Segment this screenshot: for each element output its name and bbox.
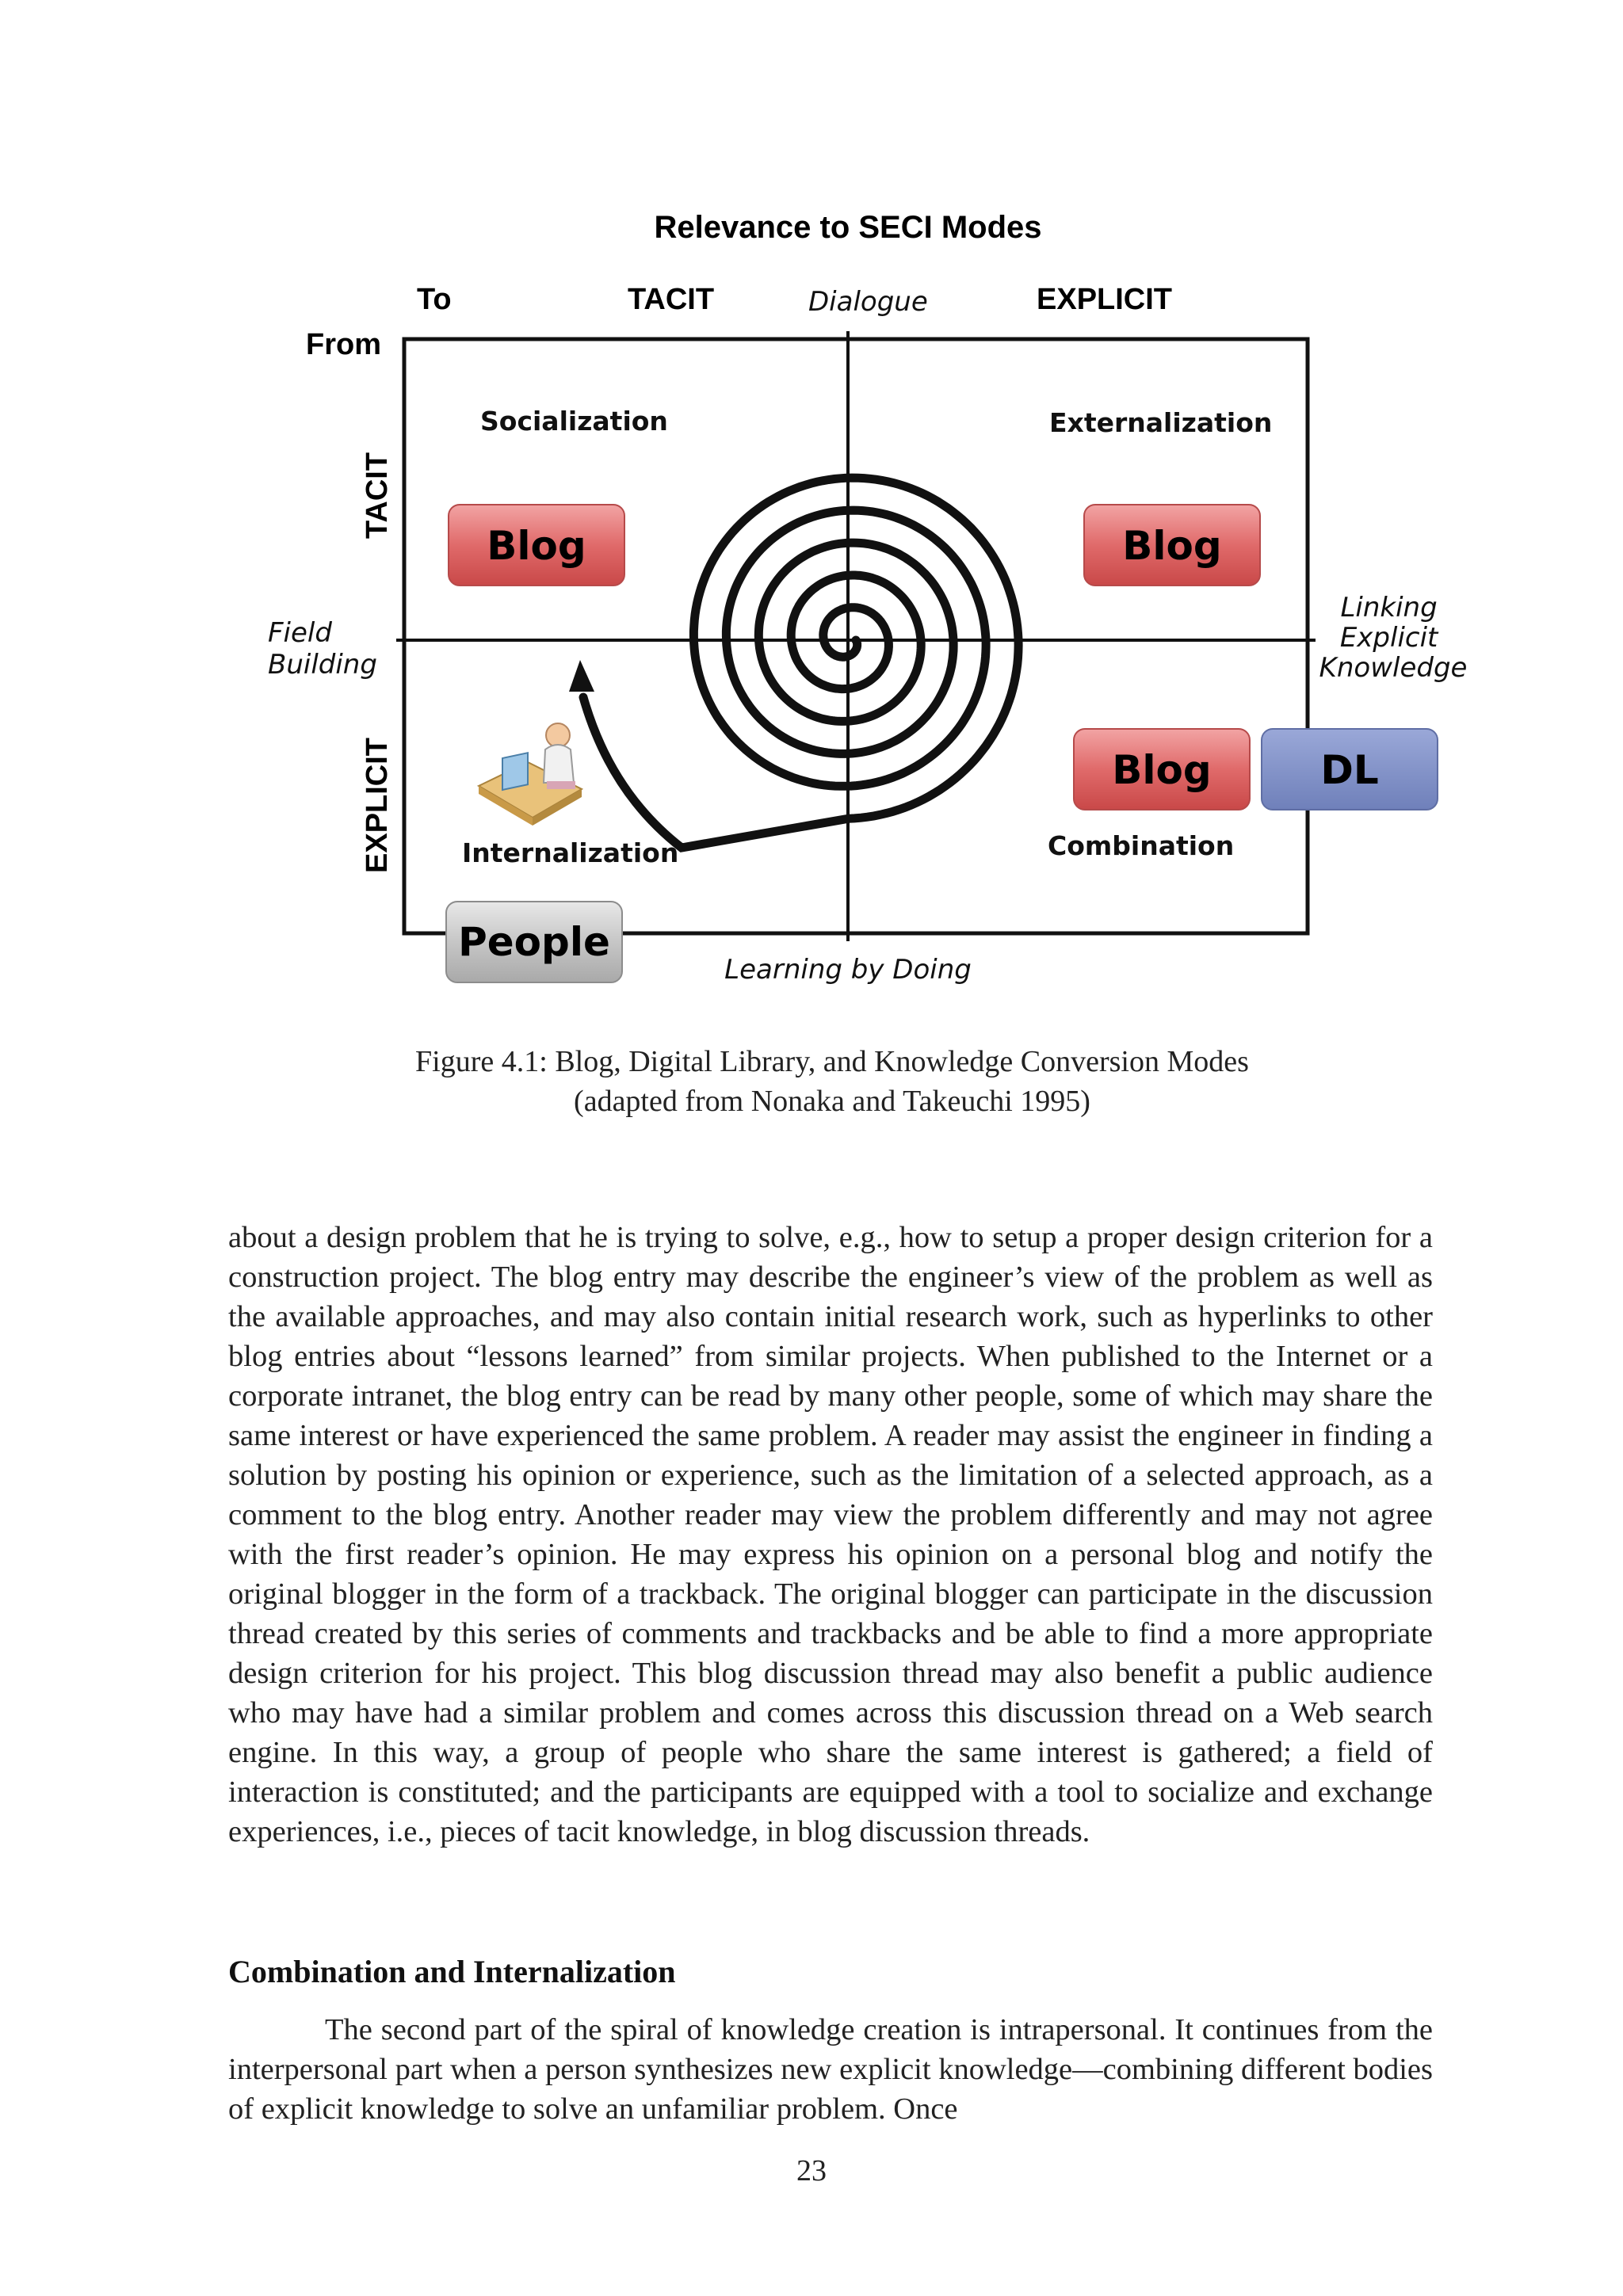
column-explicit-label: EXPLICIT <box>1037 283 1173 316</box>
field-building-label <box>268 617 377 681</box>
caption-line-2: (adapted from Nonaka and Takeuchi 1995) <box>574 1085 1090 1118</box>
learning-by-doing-label: Learning by Doing <box>724 954 972 986</box>
people-box-label: People <box>458 919 610 965</box>
field-building-line-1: Field <box>268 617 332 649</box>
blog-box-externalization-label: Blog <box>1122 523 1222 569</box>
blog-box-socialization <box>449 505 624 585</box>
row-tacit-label: TACIT <box>361 452 394 539</box>
field-building-line-2: Building <box>268 649 377 681</box>
linking-line-1: Linking <box>1340 592 1438 624</box>
figure-title: Relevance to SECI Modes <box>654 210 1042 245</box>
blog-box-combination <box>1074 729 1250 810</box>
column-tacit-label: TACIT <box>628 283 715 316</box>
body-paragraph-2: The second part of the spiral of knowledge creation is intrapersonal. It continues from the interpersonal part when a person synthesizes new explicit knowledge—combining different bodies of explicit knowledge to solve an unfamiliar problem. Once <box>228 2013 1433 2126</box>
linking-line-3: Knowledge <box>1319 652 1468 684</box>
page-number: 23 <box>796 2154 827 2187</box>
to-label: To <box>417 283 452 316</box>
caption-line-1: Figure 4.1: Blog, Digital Library, and Knowledge Conversion Modes <box>415 1045 1249 1078</box>
dl-box <box>1262 729 1438 810</box>
spiral-arrowhead <box>569 660 594 692</box>
people-box <box>446 902 622 982</box>
seci-figure <box>238 190 1506 1014</box>
section-heading: Combination and Internalization <box>228 1954 676 1989</box>
linking-label <box>1319 592 1468 684</box>
quadrant-externalization: Externalization <box>1049 407 1273 438</box>
person-at-computer-icon <box>479 723 582 826</box>
figure-caption <box>238 1042 1426 1121</box>
from-label: From <box>306 328 381 361</box>
row-explicit-label: EXPLICIT <box>361 737 394 873</box>
linking-line-2: Explicit <box>1339 622 1438 654</box>
blog-box-externalization <box>1084 505 1260 585</box>
body-paragraph-1: about a design problem that he is trying to solve, e.g., how to setup a proper design criterion for a construction project. The blog entry may describe the engineer’s view of the problem as well as the available approaches, and may also contain initial research work, such as hyperlinks to other blog entries about “lessons learned” from similar projects. When published to the Internet or a corporate intranet, the blog entry can be read by many other people, some of which may share the same interest or have experienced the same problem. A reader may assist the engineer in finding a solution by posting his opinion or experience, such as the limitation of a selected approach, as a comment to the blog entry. Another reader may view the problem differently and may not agree with the first reader’s opinion. He may express his opinion on a personal blog and notify the original blogger in the form of a trackback. The original blogger can participate in the discussion thread created by this series of comments and trackbacks and be able to find a more appropriate design criterion for his project. This blog discussion thread may also benefit a public audience who may have had a similar problem and comes across this discussion thread on a Web search engine. In this way, a group of people who share the same interest is gathered; a field of interaction is constituted; and the participants are equipped with a tool to socialize and exchange experiences, i.e., pieces of tacit knowledge, in blog discussion threads. <box>228 1221 1433 1848</box>
quadrant-socialization: Socialization <box>480 406 668 437</box>
blog-box-combination-label: Blog <box>1112 747 1212 793</box>
dl-box-label: DL <box>1320 747 1379 793</box>
blog-box-socialization-label: Blog <box>487 523 586 569</box>
dialogue-label: Dialogue <box>808 286 928 318</box>
knowledge-spiral <box>583 478 1018 848</box>
quadrant-internalization: Internalization <box>462 837 679 868</box>
quadrant-combination: Combination <box>1048 830 1235 861</box>
